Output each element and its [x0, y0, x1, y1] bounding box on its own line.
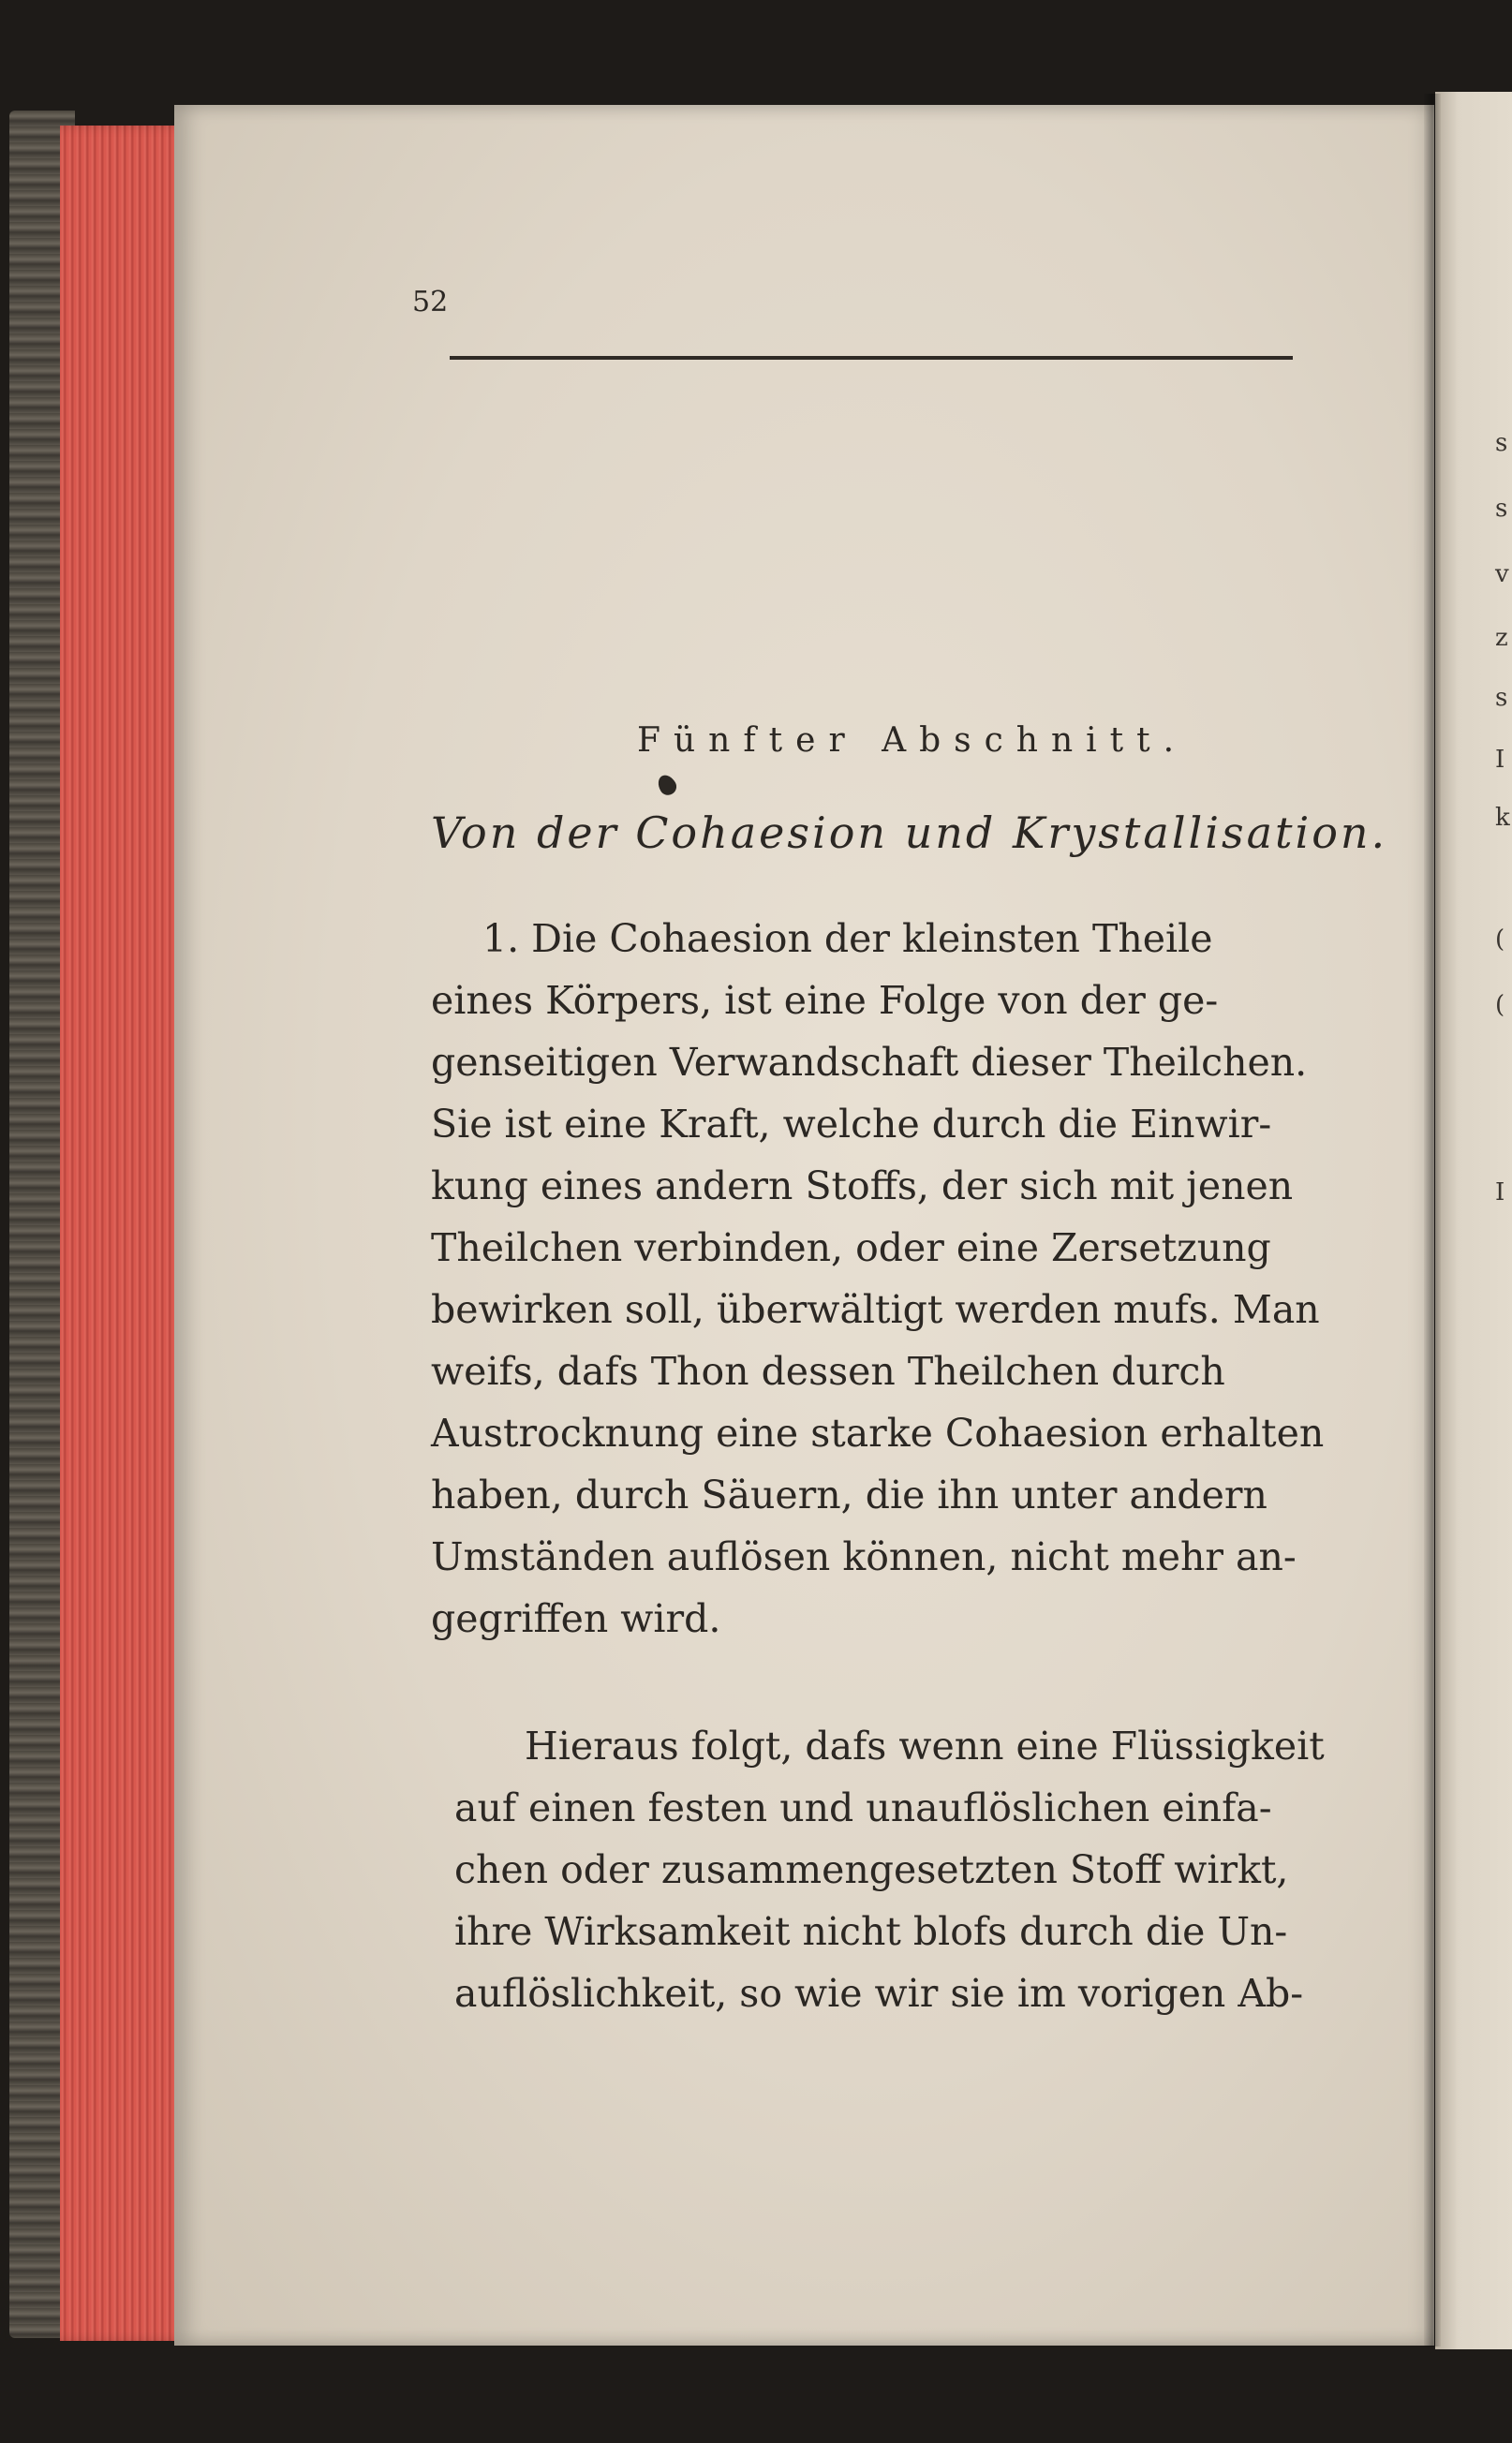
next-page-letter: I [1495, 1178, 1505, 1207]
next-page-letter: k [1495, 804, 1510, 832]
text-line: Theilchen verbinden, oder eine Zersetzung [431, 1225, 1271, 1270]
text-line: weifs, dafs Thon dessen Theilchen durch [431, 1349, 1225, 1394]
text-line: gegriffen wird. [431, 1596, 721, 1641]
next-page-letter: ( [1495, 925, 1505, 954]
next-page-letter: ( [1495, 991, 1505, 1019]
section-subtitle: Von der Cohaesion und Krystallisation. [431, 807, 1388, 858]
book-gutter [1424, 94, 1441, 2347]
text-line: chen oder zusammengesetzten Stoff wirkt, [454, 1847, 1289, 1892]
next-page-letter: I [1495, 746, 1505, 774]
next-page-letter: s [1495, 429, 1508, 457]
text-line: Umständen auflösen können, nicht mehr an- [431, 1534, 1297, 1579]
next-page-edge [1435, 92, 1512, 2349]
text-line: eines Körpers, ist eine Folge von der ge- [431, 978, 1219, 1023]
text-line: ihre Wirksamkeit nicht blofs durch die Un- [454, 1909, 1288, 1954]
text-line: auflöslichkeit, so wie wir sie im vorigen Ab- [454, 1971, 1304, 2016]
next-page-letter: s [1495, 684, 1508, 712]
next-page-letter: z [1495, 624, 1508, 652]
text-line: haben, durch Säuern, die ihn unter andern [431, 1473, 1267, 1518]
next-page-letter: v [1495, 560, 1509, 588]
text-line: Sie ist eine Kraft, welche durch die Einwir- [431, 1102, 1272, 1147]
text-line: kung eines andern Stoffs, der sich mit jenen [431, 1163, 1294, 1208]
text-line: Hieraus folgt, dafs wenn eine Flüssigkeit [525, 1724, 1325, 1769]
header-rule [450, 356, 1293, 360]
text-line: 1. Die Cohaesion der kleinsten Theile [482, 916, 1213, 961]
section-heading: Fünfter Abschnitt. [637, 721, 1188, 760]
text-line: bewirken soll, überwältigt werden mufs. Man [431, 1287, 1320, 1332]
page-number: 52 [412, 286, 449, 318]
text-line: auf einen festen und unauflöslichen einfa- [454, 1785, 1272, 1830]
text-line: Austrocknung eine starke Cohaesion erhalten [431, 1411, 1325, 1456]
next-page-letter: s [1495, 495, 1508, 523]
text-line: genseitigen Verwandschaft dieser Theilchen. [431, 1040, 1308, 1085]
